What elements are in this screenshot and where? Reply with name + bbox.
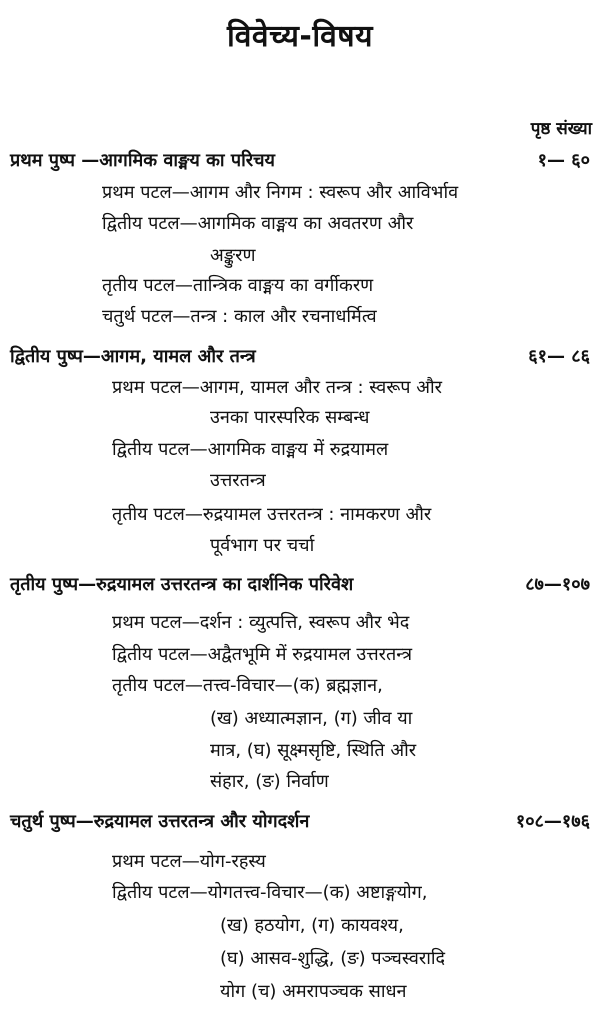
section-3-title: तृतीय पुष्प—रुद्रयामल उत्तरतन्त्र का दार्शनिक परिवेश [10,574,354,595]
section-2-page-range: ६१— ८६ [528,346,590,367]
section-2-item-1: प्रथम पटल—आगम, यामल और तन्त्र : स्वरूप और [112,377,443,398]
section-3-header [10,572,590,600]
section-1-title: प्रथम पुष्प —आगमिक वाङ्मय का परिचय [10,150,275,171]
page-title: विवेच्य-विषय [226,19,374,54]
section-3-item-3-continuation-2: मात्र, (घ) सूक्ष्मसृष्टि, स्थिति और [210,740,417,761]
section-4-item-1: प्रथम पटल—योग-रहस्य [112,851,266,872]
section-2-item-1-continuation: उनका पारस्परिक सम्बन्ध [210,407,370,428]
section-4-page-range: १०८—१७६ [515,811,590,832]
section-4-item-2-continuation-1: (ख) हठयोग, (ग) कायवश्य, [220,915,404,936]
section-1-item-4: चतुर्थ पटल—तन्त्र : काल और रचनाधर्मित्व [102,306,377,327]
section-4-item-2-continuation-2: (घ) आसव-शुद्धि, (ङ) पञ्चस्वरादि [220,948,446,969]
section-2-item-2-continuation: उत्तरतन्त्र [210,470,266,491]
section-2-item-3-continuation: पूर्वभाग पर चर्चा [210,535,315,556]
section-3-item-2: द्वितीय पटल—अद्वैतभूमि में रुद्रयामल उत्तरतन्त्र [112,644,413,665]
section-2-header [10,344,590,372]
section-2-item-3: तृतीय पटल—रुद्रयामल उत्तरतन्त्र : नामकरण और [112,504,432,525]
section-4-item-2-continuation-3: योग (च) अमरापञ्चक साधन [220,981,407,1002]
section-1-page-range: १— ६० [537,150,590,171]
section-3-item-3: तृतीय पटल—तत्त्व-विचार—(क) ब्रह्मज्ञान, [112,675,383,696]
section-4-title: चतुर्थ पुष्प—रुद्रयामल उत्तरतन्त्र और योगदर्शन [10,811,310,832]
section-2-item-2: द्वितीय पटल—आगमिक वाङ्मय में रुद्रयामल [112,439,389,460]
section-3-item-3-continuation-3: संहार, (ङ) निर्वाण [210,771,329,792]
section-3-page-range: ८७—१०७ [525,574,590,595]
section-3-item-1: प्रथम पटल—दर्शन : व्युत्पत्ति, स्वरूप और भेद [112,612,410,633]
section-1-item-1: प्रथम पटल—आगम और निगम : स्वरूप और आविर्भाव [102,182,459,203]
section-1-item-2-continuation: अङ्कुरण [210,245,256,266]
section-4-header [10,809,590,837]
section-4-item-2: द्वितीय पटल—योगतत्त्व-विचार—(क) अष्टाङ्गयोग, [112,882,428,903]
section-1-header [10,148,590,176]
section-1-item-2: द्वितीय पटल—आगमिक वाङ्मय का अवतरण और [102,213,414,234]
page-number-column-header: पृष्ठ संख्या [530,119,592,139]
section-2-title: द्वितीय पुष्प—आगम, यामल और तन्त्र [10,346,256,367]
section-1-item-3: तृतीय पटल—तान्त्रिक वाङ्मय का वर्गीकरण [102,275,374,296]
section-3-item-3-continuation-1: (ख) अध्यात्मज्ञान, (ग) जीव या [210,708,413,729]
